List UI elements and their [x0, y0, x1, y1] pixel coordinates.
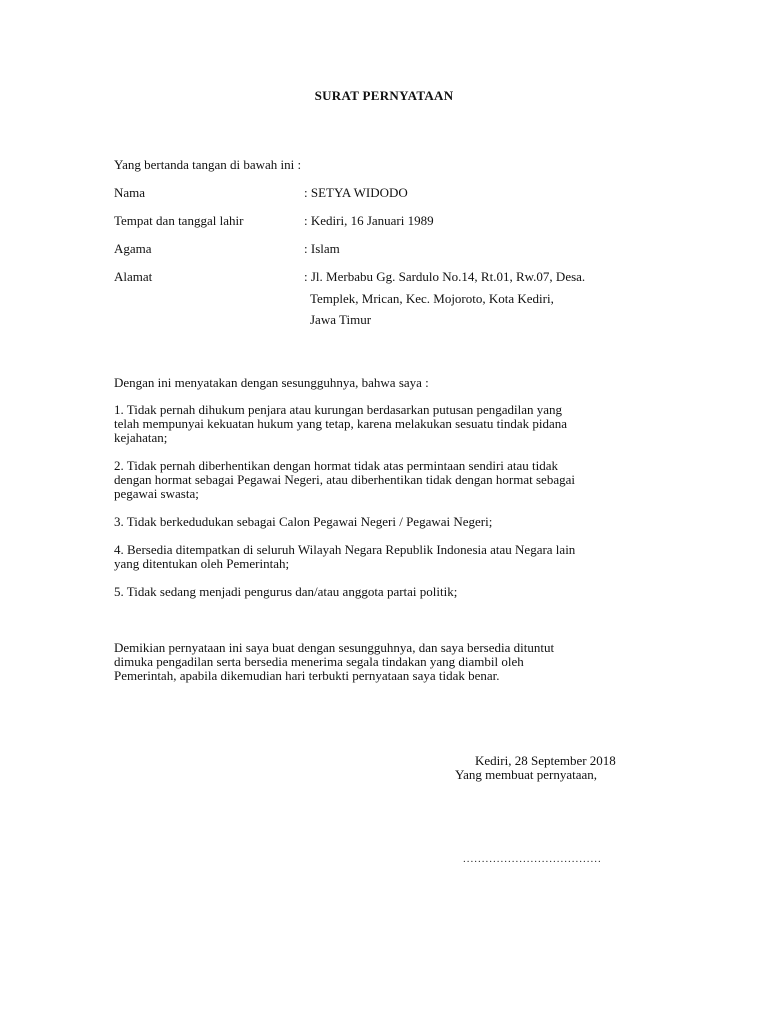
field-label-agama: Agama: [114, 241, 152, 256]
point-2-line-2: dengan hormat sebagai Pegawai Negeri, atau diberhentikan tidak dengan hormat sebagai: [114, 472, 575, 487]
field-value-alamat: : Jl. Merbabu Gg. Sardulo No.14, Rt.01, Rw.07, Desa.: [304, 269, 586, 284]
signer-label: Yang membuat pernyataan,: [455, 767, 598, 782]
field-label-nama: Nama: [114, 185, 146, 200]
point-4-line-1: 4. Bersedia ditempatkan di seluruh Wilayah Negara Republik Indonesia atau Negara lain: [114, 542, 576, 557]
point-3: [114, 515, 654, 529]
statement-intro: Dengan ini menyatakan dengan sesungguhnya, bahwa saya :: [114, 375, 429, 390]
point-4: [114, 543, 654, 571]
point-1: [114, 403, 654, 445]
place-date: Kediri, 28 September 2018: [475, 753, 616, 768]
signature-line: .....................................: [463, 853, 602, 865]
document-title: SURAT PERNYATAAN: [314, 88, 454, 103]
point-2-line-3: pegawai swasta;: [114, 486, 199, 501]
point-3-line-1: 3. Tidak berkedudukan sebagai Calon Pegawai Negeri / Pegawai Negeri;: [114, 514, 493, 529]
point-1-line-3: kejahatan;: [114, 430, 168, 445]
closing-line-3: Pemerintah, apabila dikemudian hari terbukti pernyataan saya tidak benar.: [114, 668, 500, 683]
address-line-3: Jawa Timur: [310, 312, 372, 327]
intro-text: Yang bertanda tangan di bawah ini :: [114, 157, 302, 172]
address-line-2: Templek, Mrican, Kec. Mojoroto, Kota Kediri,: [310, 291, 554, 306]
field-value-nama: : SETYA WIDODO: [304, 185, 408, 200]
closing-line-1: Demikian pernyataan ini saya buat dengan sesungguhnya, dan saya bersedia dituntut: [114, 640, 555, 655]
field-value-ttl: : Kediri, 16 Januari 1989: [304, 213, 434, 228]
point-2: [114, 459, 654, 501]
point-5-line-1: 5. Tidak sedang menjadi pengurus dan/atau anggota partai politik;: [114, 584, 458, 599]
point-1-line-2: telah mempunyai kekuatan hukum yang tetap, karena melakukan sesuatu tindak pidana: [114, 416, 568, 431]
field-label-ttl: Tempat dan tanggal lahir: [114, 213, 244, 228]
closing-line-2: dimuka pengadilan serta bersedia menerima segala tindakan yang diambil oleh: [114, 654, 524, 669]
closing-paragraph: [114, 641, 654, 683]
field-value-agama: : Islam: [304, 241, 340, 256]
point-4-line-2: yang ditentukan oleh Pemerintah;: [114, 556, 290, 571]
field-label-alamat: Alamat: [114, 269, 153, 284]
point-5: [114, 585, 654, 599]
point-2-line-1: 2. Tidak pernah diberhentikan dengan hormat tidak atas permintaan sendiri atau tidak: [114, 458, 559, 473]
point-1-line-1: 1. Tidak pernah dihukum penjara atau kurungan berdasarkan putusan pengadilan yang: [114, 402, 563, 417]
